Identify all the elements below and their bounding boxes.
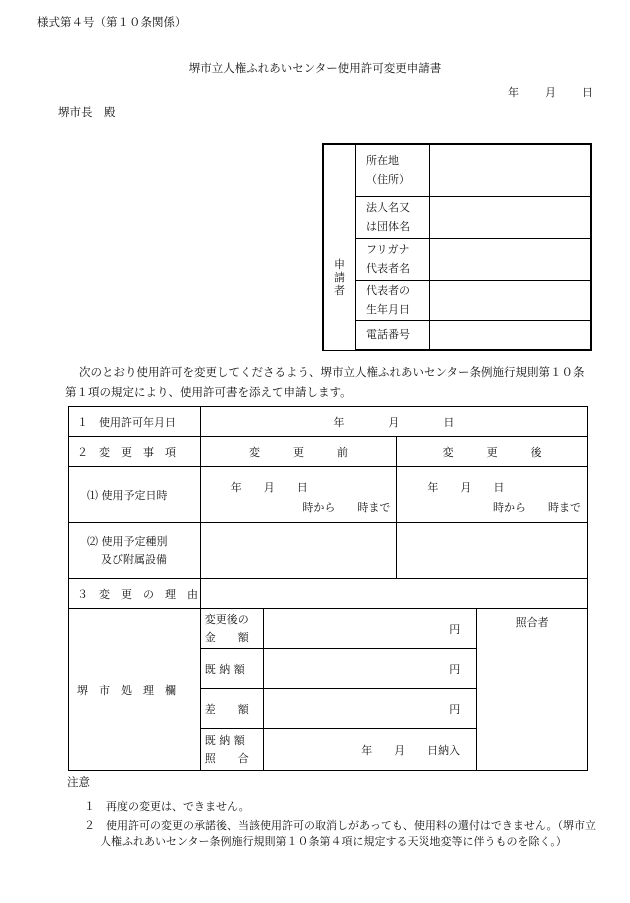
change-items-label: ２ 変 更 事 項	[69, 437, 201, 467]
city-processing-label: 堺 市 処 理 欄	[69, 609, 201, 771]
schedule-label: ⑴ 使用予定日時	[69, 467, 201, 523]
applicant-organization-field[interactable]	[430, 196, 592, 238]
date-day: 日	[582, 86, 593, 99]
applicant-label-representative: フリガナ 代表者名	[356, 238, 430, 280]
applicant-label-birthdate: 代表者の 生年月日	[356, 280, 430, 320]
before-change-header: 変 更 前	[200, 437, 397, 467]
applicant-label-address: 所在地 （住所）	[356, 144, 430, 196]
date-month: 月	[545, 86, 556, 99]
applicant-table	[322, 143, 592, 351]
after-change-header: 変 更 後	[397, 437, 588, 467]
usage-type-before-field[interactable]	[200, 523, 397, 579]
reason-field[interactable]	[200, 579, 587, 609]
reason-label: ３ 変 更 の 理 由	[69, 579, 201, 609]
usage-type-after-field[interactable]	[397, 523, 588, 579]
form-number: 様式第４号（第１０条関係）	[37, 15, 187, 29]
permit-date-field[interactable]: 年 月 日	[200, 407, 587, 437]
note-item-2: ２ 使用許可の変更の承諾後、当該使用許可の取消しがあっても、使用料の還付はできません。（堺市立人権ふれあいセンター条例施行規則第１０条第４項に規定する天災地変等に伴うものを除く。）	[84, 819, 597, 848]
schedule-after-field[interactable]: 年 月 日 時から 時まで	[397, 467, 588, 523]
applicant-birthdate-field[interactable]	[430, 280, 592, 320]
usage-type-label: ⑵ 使用予定種別 及び附属設備	[69, 523, 201, 579]
applicant-address-field[interactable]	[430, 144, 592, 196]
processing-new-amount-field[interactable]: 円	[263, 609, 477, 649]
note-item-1: １ 再度の変更は、できません。	[84, 800, 250, 813]
applicant-phone-field[interactable]	[430, 320, 592, 350]
processing-paid-amount-label: 既 納 額	[200, 649, 263, 689]
schedule-before-field[interactable]: 年 月 日 時から 時まで	[200, 467, 397, 523]
addressee: 堺市長 殿	[58, 105, 116, 119]
submission-date	[508, 84, 593, 100]
permit-date-label: １ 使用許可年月日	[69, 407, 201, 437]
document-title: 堺市立人権ふれあいセンター使用許可変更申請書	[188, 61, 442, 75]
request-paragraph: 次のとおり使用許可を変更してくださるよう、堺市立人権ふれあいセンター条例施行規則第１０条第１項の規定により、使用許可書を添えて申請します。	[65, 365, 585, 399]
processing-difference-field[interactable]: 円	[263, 689, 477, 729]
applicant-label-organization: 法人名又 は団体名	[356, 196, 430, 238]
processing-new-amount-label: 変更後の 金 額	[200, 609, 263, 649]
processing-paid-amount-field[interactable]: 円	[263, 649, 477, 689]
processing-paid-check-field[interactable]: 年 月 日納入	[263, 729, 477, 771]
checker-field: 照合者	[477, 609, 588, 771]
processing-paid-check-label: 既 納 額 照 合	[200, 729, 263, 771]
change-request-table	[68, 406, 588, 771]
applicant-side-label: 申 請 者	[323, 144, 356, 350]
applicant-label-phone: 電話番号	[356, 320, 430, 350]
applicant-representative-field[interactable]	[430, 238, 592, 280]
processing-difference-label: 差 額	[200, 689, 263, 729]
notes-heading: 注意	[67, 775, 90, 789]
date-year: 年	[508, 86, 519, 99]
